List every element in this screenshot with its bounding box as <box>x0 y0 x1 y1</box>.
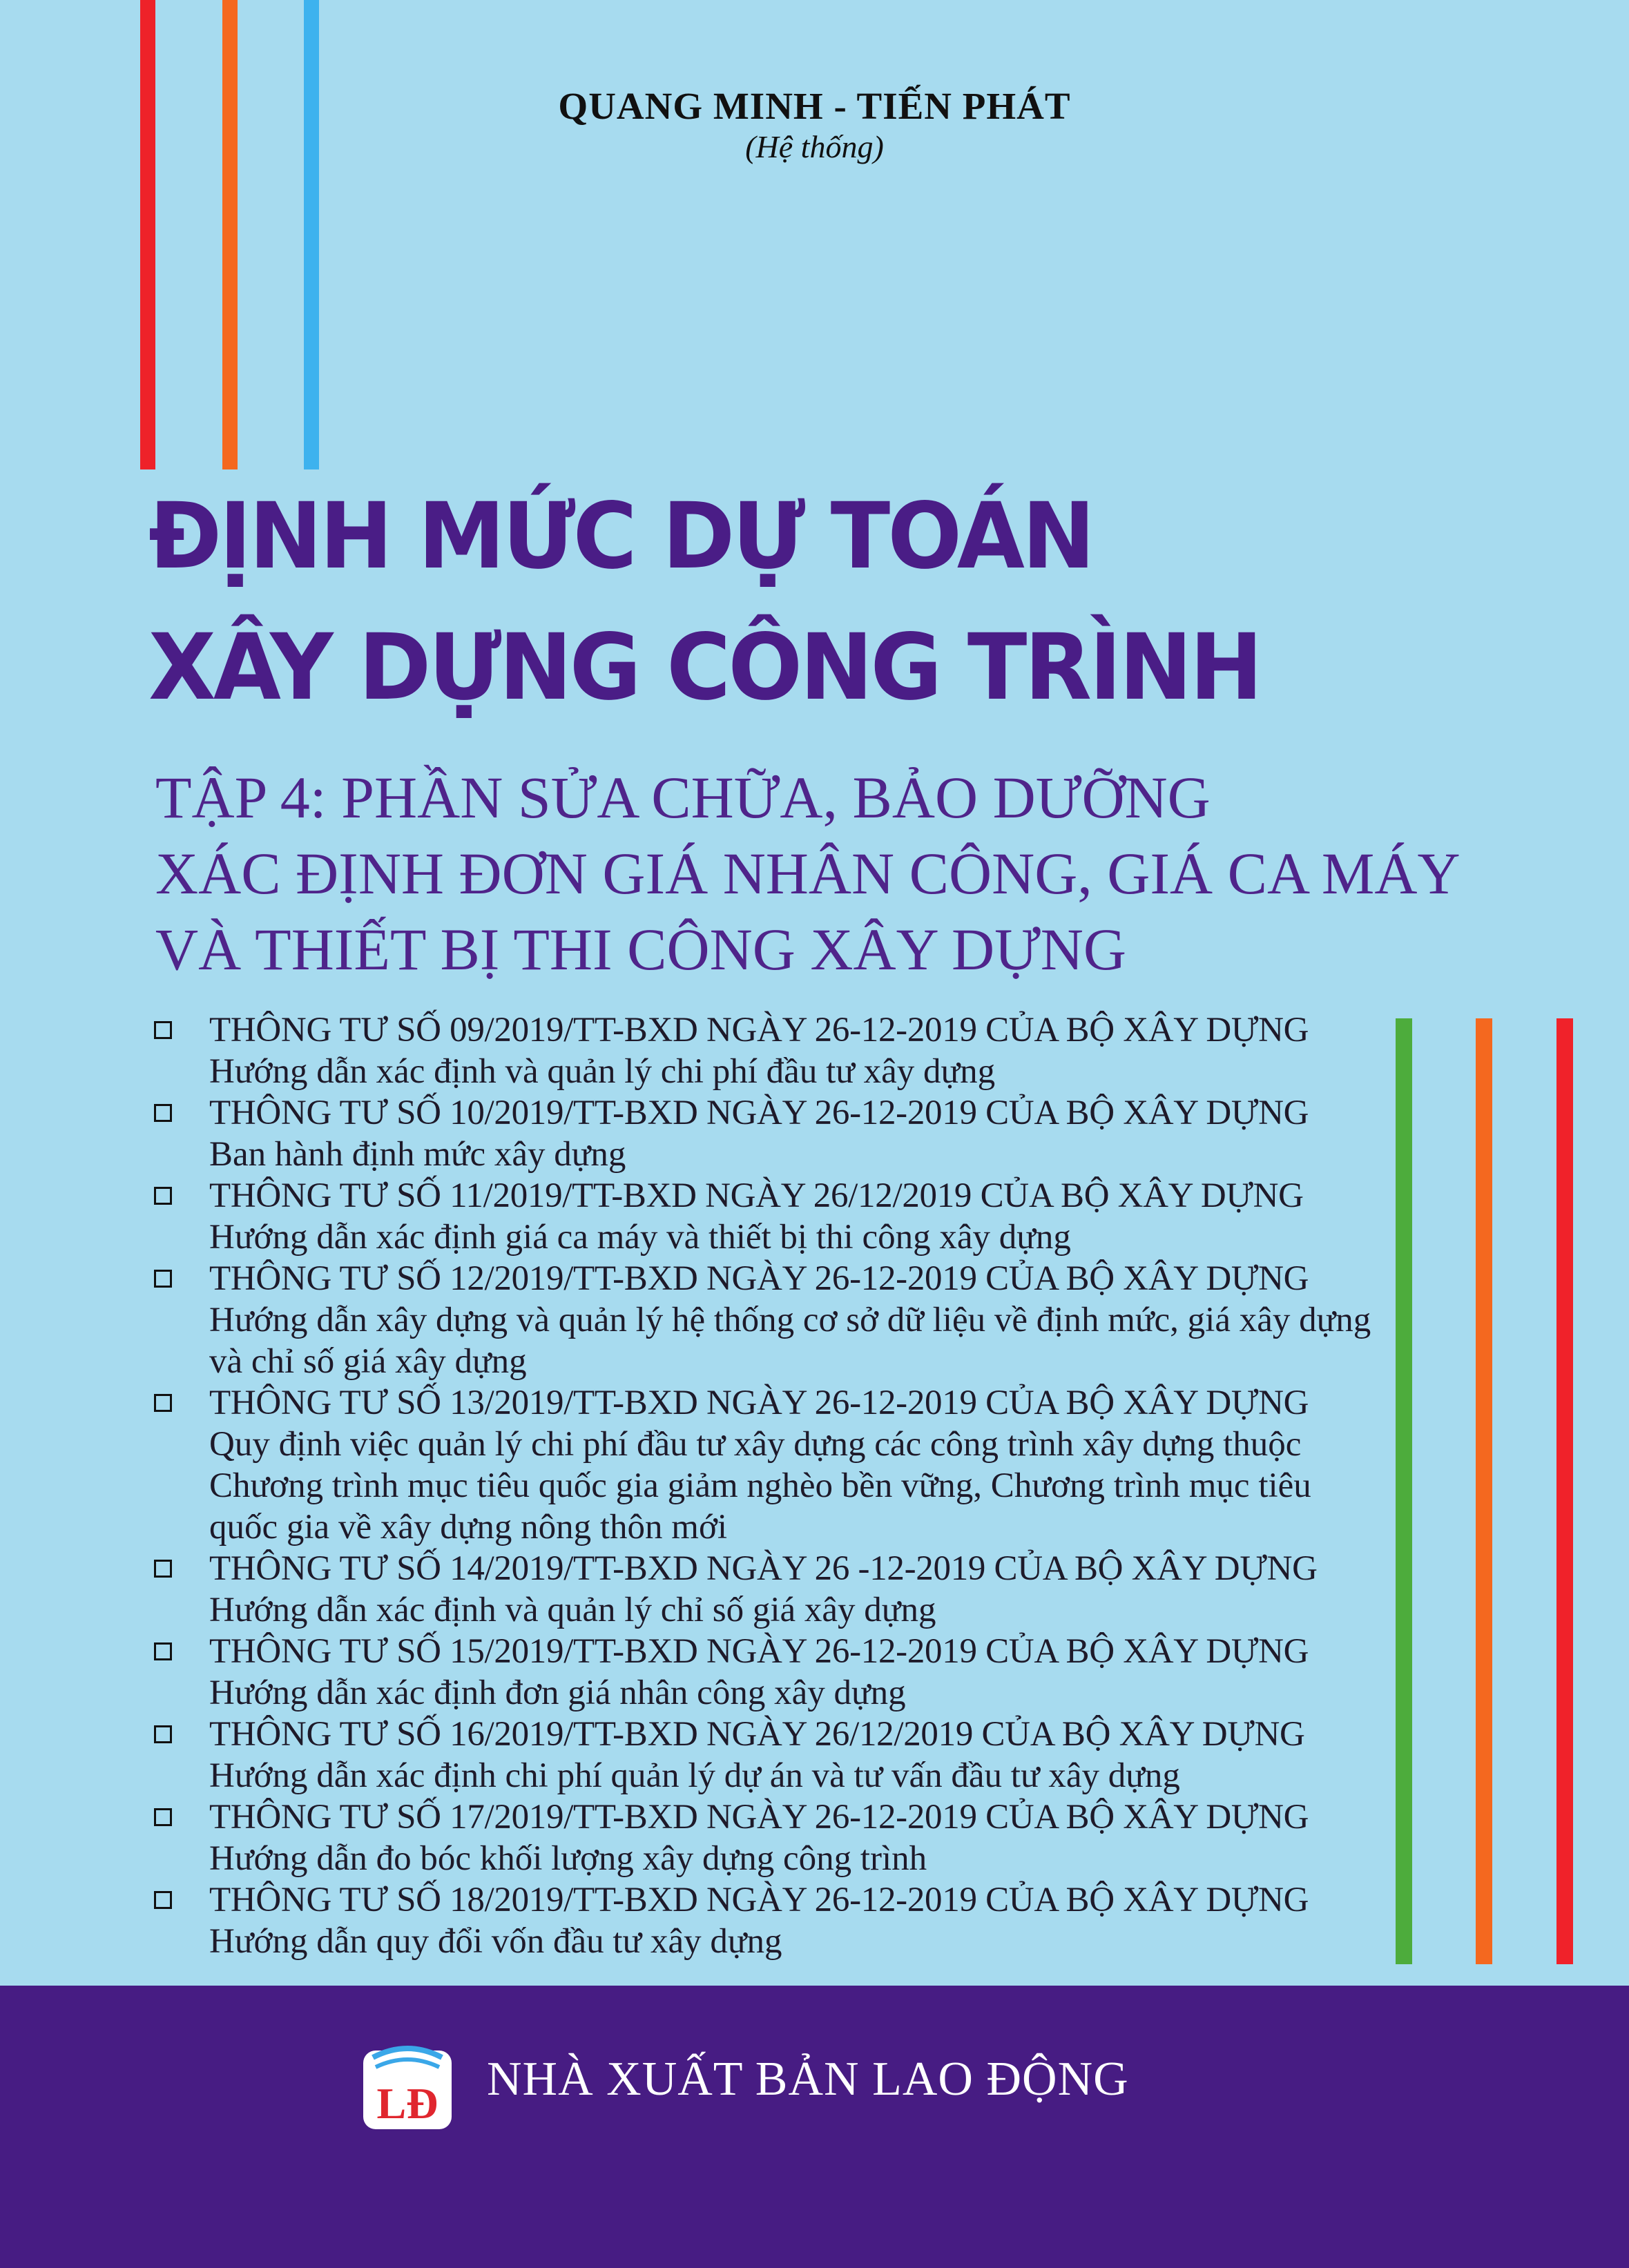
checkbox-square-icon <box>154 1808 172 1826</box>
list-item: THÔNG TƯ SỐ 12/2019/TT-BXD NGÀY 26-12-2019 CỦA BỘ XÂY DỰNG Hướng dẫn xây dựng và quản lý hệ thống cơ sở dữ liệu về định mức, giá xây dựng và chỉ số giá xây dựng <box>152 1258 1381 1382</box>
list-item: THÔNG TƯ SỐ 15/2019/TT-BXD NGÀY 26-12-2019 CỦA BỘ XÂY DỰNG Hướng dẫn xác định đơn giá nhân công xây dựng <box>152 1631 1381 1714</box>
publisher-name: NHÀ XUẤT BẢN LAO ĐỘNG <box>487 2053 1129 2106</box>
footer-band <box>0 1986 1629 2268</box>
publisher-logo-text: LĐ <box>376 2079 438 2128</box>
list-item: THÔNG TƯ SỐ 16/2019/TT-BXD NGÀY 26/12/2019 CỦA BỘ XÂY DỰNG Hướng dẫn xác định chi phí quản lý dự án và tư vấn đầu tư xây dựng <box>152 1714 1381 1796</box>
decor-bar-orange-top <box>222 0 238 469</box>
decor-bar-red-top <box>140 0 155 469</box>
list-item: THÔNG TƯ SỐ 09/2019/TT-BXD NGÀY 26-12-2019 CỦA BỘ XÂY DỰNG Hướng dẫn xác định và quản lý chi phí đầu tư xây dựng <box>152 1009 1381 1092</box>
list-item: THÔNG TƯ SỐ 10/2019/TT-BXD NGÀY 26-12-2019 CỦA BỘ XÂY DỰNG Ban hành định mức xây dựng <box>152 1092 1381 1175</box>
list-item: THÔNG TƯ SỐ 14/2019/TT-BXD NGÀY 26 -12-2019 CỦA BỘ XÂY DỰNG Hướng dẫn xác định và quản lý chỉ số giá xây dựng <box>152 1548 1381 1631</box>
checkbox-square-icon <box>154 1891 172 1909</box>
law-list <box>152 1009 1381 1962</box>
book-subtitle-line1: TẬP 4: PHẦN SỬA CHỮA, BẢO DƯỠNG <box>155 764 1211 831</box>
checkbox-square-icon <box>154 1187 172 1205</box>
list-item: THÔNG TƯ SỐ 18/2019/TT-BXD NGÀY 26-12-2019 CỦA BỘ XÂY DỰNG Hướng dẫn quy đổi vốn đầu tư xây dựng <box>152 1879 1381 1962</box>
list-item: THÔNG TƯ SỐ 13/2019/TT-BXD NGÀY 26-12-2019 CỦA BỘ XÂY DỰNG Quy định việc quản lý chi phí đầu tư xây dựng các công trình xây dựng thuộc Chương trình mục tiêu quốc gia giảm nghèo bền vững, Chương trình mục tiêu quốc gia về xây dựng nông thôn mới <box>152 1382 1381 1548</box>
book-subtitle-line3: VÀ THIẾT BỊ THI CÔNG XÂY DỰNG <box>155 916 1127 982</box>
checkbox-square-icon <box>154 1104 172 1122</box>
decor-bar-orange-right <box>1476 1018 1492 1964</box>
book-subtitle-line2: XÁC ĐỊNH ĐƠN GIÁ NHÂN CÔNG, GIÁ CA MÁY <box>155 840 1461 907</box>
checkbox-square-icon <box>154 1021 172 1039</box>
checkbox-square-icon <box>154 1560 172 1578</box>
publisher-logo-icon <box>359 2037 456 2133</box>
checkbox-square-icon <box>154 1642 172 1660</box>
decor-bar-green-right <box>1396 1018 1412 1964</box>
list-item: THÔNG TƯ SỐ 17/2019/TT-BXD NGÀY 26-12-2019 CỦA BỘ XÂY DỰNG Hướng dẫn đo bóc khối lượng xây dựng công trình <box>152 1796 1381 1879</box>
list-item: THÔNG TƯ SỐ 11/2019/TT-BXD NGÀY 26/12/2019 CỦA BỘ XÂY DỰNG Hướng dẫn xác định giá ca máy và thiết bị thi công xây dựng <box>152 1175 1381 1258</box>
decor-bar-red-right <box>1556 1018 1573 1964</box>
author-role: (Hệ thống) <box>745 129 884 164</box>
checkbox-square-icon <box>154 1394 172 1412</box>
book-title-line1: ĐỊNH MỨC DỰ TOÁN <box>148 483 1093 590</box>
checkbox-square-icon <box>154 1270 172 1288</box>
checkbox-square-icon <box>154 1725 172 1743</box>
decor-bar-blue-top <box>304 0 319 469</box>
author-name: QUANG MINH - TIẾN PHÁT <box>558 85 1071 127</box>
book-title-line2: XÂY DỰNG CÔNG TRÌNH <box>148 614 1260 721</box>
